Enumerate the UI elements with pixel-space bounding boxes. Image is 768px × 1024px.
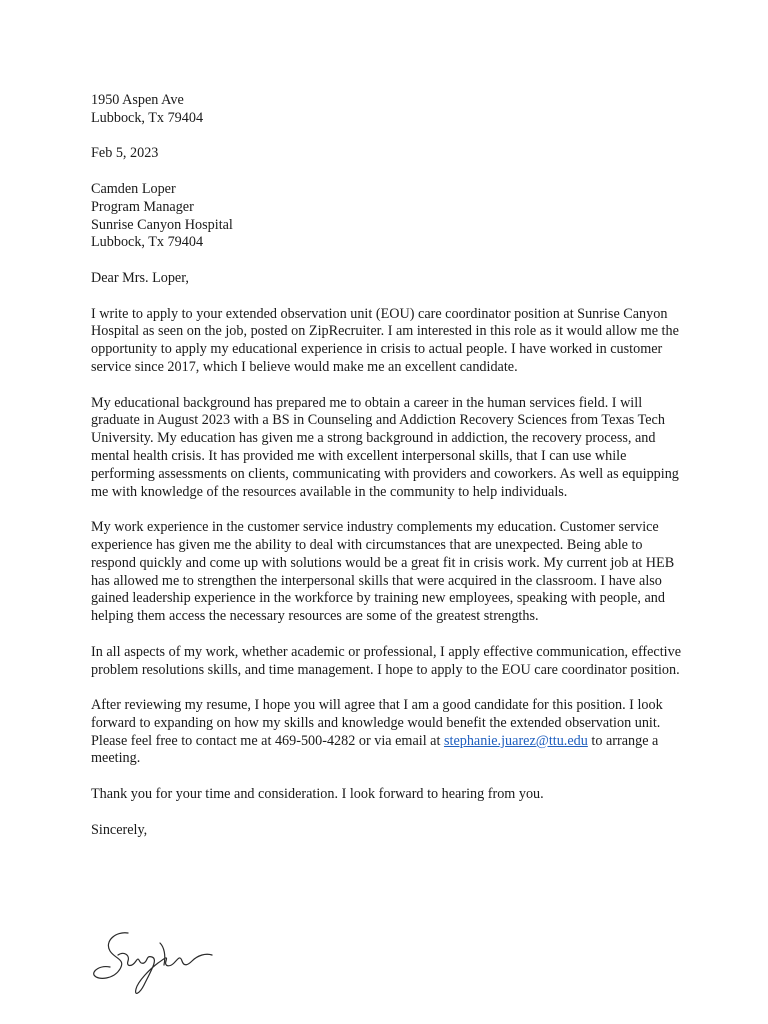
paragraph-work-experience: My work experience in the customer service industry complements my education. Customer service experience has given me the ability to deal with circumstances that are unexpected. Being able to respond quickly and come up with solutions would be a great fit in crisis work. My current job at HEB has allowed me to strengthen the interpersonal skills that were acquired in the classroom. I have also gained leadership experience in the workforce by training new employees, speaking with people, and helping them access the necessary resources are some of the greatest strengths.: [91, 519, 675, 625]
paragraph-education: My educational background has prepared me to obtain a career in the human services field. I will graduate in August 2023 with a BS in Counseling and Addiction Recovery Sciences from Texas Tech University. My education has given me a strong background in addiction, the recovery process, and mental health crisis. It has provided me with excellent interpersonal skills, that I can use while performing assessments on clients, communicating with providers and coworkers. As well as equipping me with knowledge of the resources available in the community to help individuals.: [91, 394, 679, 500]
cover-letter-body: [91, 92, 681, 857]
paragraph-thanks: Thank you for your time and consideration. I look forward to hearing from you.: [91, 786, 544, 803]
paragraph-skills: In all aspects of my work, whether academic or professional, I apply effective communication, effective problem resolutions skills, and time management. I hope to apply to the EOU care coordinator position.: [91, 643, 681, 678]
closing: [91, 822, 681, 840]
letter-date: [91, 145, 681, 163]
sender-address: [91, 92, 681, 128]
paragraph-intro: I write to apply to your extended observation unit (EOU) care coordinator position at Sunrise Canyon Hospital as seen on the job, posted on ZipRecruiter. I am interested in this role as it would allow me the opportunity to apply my educational experience in crisis to actual people. I have worked in customer service since 2017, which I believe would make me an excellent candidate.: [91, 305, 679, 375]
date-text: Feb 5, 2023: [91, 145, 159, 162]
recipient-name: Camden Loper: [91, 180, 176, 197]
handwritten-signature: [88, 925, 228, 1005]
recipient-organization: Sunrise Canyon Hospital: [91, 216, 233, 233]
contact-text-end: to arrange a meeting.: [91, 732, 659, 767]
salutation: [91, 270, 681, 288]
sender-city-state-zip: Lubbock, Tx 79404: [91, 109, 204, 126]
contact-text: After reviewing my resume, I hope you will agree that I am a good candidate for this position. I look forward to expanding on how my skills and knowledge would benefit the extended observation unit. Please feel free to contact me at 469-500-4282 or via email at: [91, 697, 663, 749]
paragraph-contact: [91, 697, 681, 768]
recipient-city-state-zip: Lubbock, Tx 79404: [91, 234, 204, 251]
email-link[interactable]: stephanie.juarez@ttu.edu: [443, 732, 588, 749]
salutation-text: Dear Mrs. Loper,: [91, 269, 189, 286]
recipient-title: Program Manager: [91, 198, 194, 215]
sender-street: 1950 Aspen Ave: [91, 92, 184, 108]
recipient-address: [91, 181, 681, 252]
closing-text: Sincerely,: [91, 821, 148, 838]
